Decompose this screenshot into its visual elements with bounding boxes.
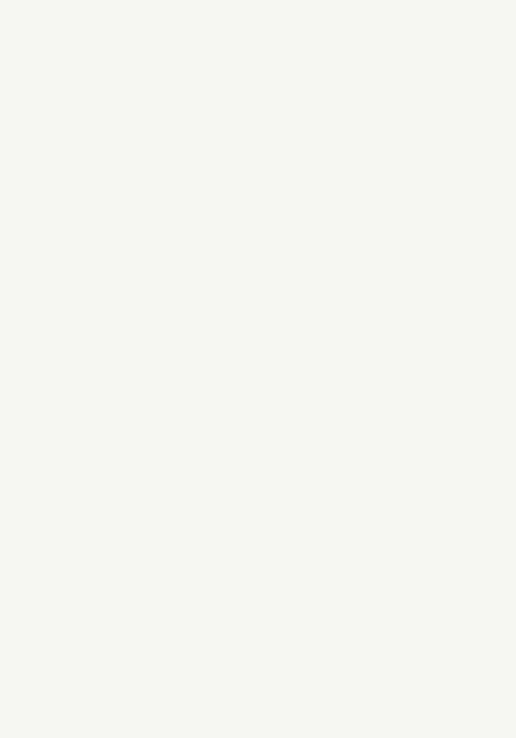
upper-text-block xyxy=(34,358,478,663)
lower-text-block xyxy=(34,34,478,334)
